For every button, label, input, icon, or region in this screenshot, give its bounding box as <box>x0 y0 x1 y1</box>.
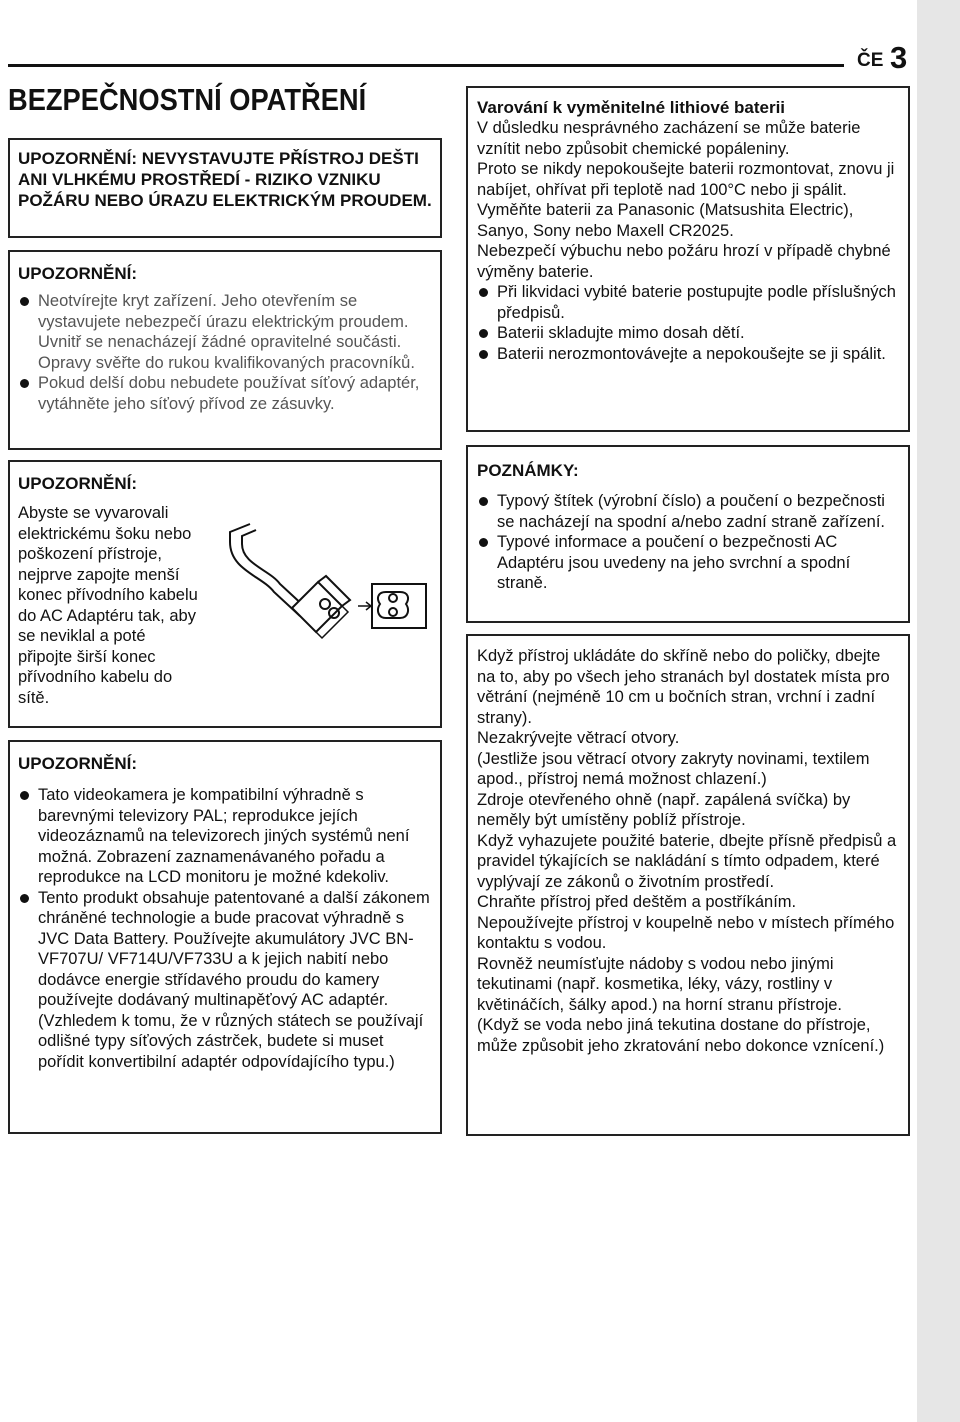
list-item: Baterii skladujte mimo dosah dětí. <box>477 323 899 344</box>
page-edge-strip <box>917 0 960 1422</box>
storage-paragraph: Když přístroj ukládáte do skříně nebo do poličky, dbejte na to, aby po všech jeho stranách byl dostatek místa pro větrání (nejméně 10 cm u bočních stran, vrchní i zadní strany). <box>477 647 890 727</box>
caution-heading: UPOZORNĚNÍ: <box>18 754 137 773</box>
storage-paragraph: (Když se voda nebo jiná tekutina dostane do přístroje, může způsobit jeho zkratování nebo dokonce vznícení.) <box>477 1016 885 1055</box>
cable-instructions: Abyste se vyvarovali elektrickému šoku nebo poškození přístroje, nejprve zapojte menší konec přívodního kabelu do AC Adaptéru tak, aby se neviklal a poté připojte širší konec přívodního kabelu do sítě. <box>18 504 198 707</box>
bullet-icon <box>479 329 488 338</box>
bullet-icon <box>20 297 29 306</box>
list-item: Při likvidaci vybité baterie postupujte podle příslušných předpisů. <box>477 282 899 323</box>
bullet-icon <box>479 288 488 297</box>
page-number: 3 <box>890 40 908 75</box>
notes-heading: POZNÁMKY: <box>477 461 579 480</box>
battery-warning-box <box>466 86 910 432</box>
caution-heading: UPOZORNĚNÍ: <box>18 474 137 493</box>
battery-heading: Varování k vyměnitelné lithiové baterii <box>477 98 786 117</box>
bullet-icon <box>20 894 29 903</box>
bullet-icon <box>479 350 488 359</box>
battery-paragraph: V důsledku nesprávného zacházení se může baterie vznítit nebo způsobit chemické popáleniny. <box>477 119 861 158</box>
list-item: Neotvírejte kryt zařízení. Jeho otevřením se vystavujete nebezpečí úrazu elektrickým proudem. Uvnitř se nenacházejí žádné opravitelné součásti. Opravy svěřte do rukou kvalifikovaných pracovníků. <box>18 291 432 373</box>
storage-box <box>466 634 910 1136</box>
storage-paragraph: (Jestliže jsou větrací otvory zakryty novinami, textilem apod., přístroj nemá možnost chlazení.) <box>477 749 870 788</box>
battery-paragraph: Nebezpečí výbuchu nebo požáru hrozí v případě chybné výměny baterie. <box>477 242 891 281</box>
notes-list <box>477 491 899 594</box>
battery-paragraph: Proto se nikdy nepokoušejte baterii rozmontovat, znovu ji nabíjet, ohřívat při teplotě nad 100°C nebo ji spálit. <box>477 160 895 199</box>
list-item: Tento produkt obsahuje patentované a další zákonem chráněné technologie a bude pracovat výhradně s JVC Data Battery. Používejte akumulátory JVC BN-VF707U/ VF714U/VF733U a k jejich nabití nebo dodávce energie střídavého proudu do kamery používejte dodávaný multinapěťový AC adaptér. (Vzhledem k tomu, že v různých státech se používají odlišné typy síťových zástrček, budete si muset pořídit konvertibilní adaptér odpovídajícího typu.) <box>18 888 432 1073</box>
storage-paragraph: Když vyhazujete použité baterie, dbejte přísně předpisů a pravidel týkajících se nakládání s tímto odpadem, které vyplývají ze zákonů o životním prostředí. <box>477 831 897 891</box>
list-item: Typové informace a poučení o bezpečnosti AC Adaptéru jsou uvedeny na jeho svrchní a spodní straně. <box>477 532 899 594</box>
list-item: Tato videokamera je kompatibilní výhradně s barevnými televizory PAL; reprodukce jejích videozáznamů na televizorech jiných systémů není možná. Zobrazení zaznamenávaného pořadu a reprodukce na LCD monitoru je možné kdekoliv. <box>18 785 432 888</box>
bullet-icon <box>20 379 29 388</box>
caution-box-cover <box>8 250 442 450</box>
power-plug-illustration <box>222 520 447 670</box>
bullet-icon <box>479 497 488 506</box>
storage-paragraph: Chraňte přístroj před deštěm a postříkáním. <box>477 893 797 911</box>
list-item: Baterii nerozmontovávejte a nepokoušejte se ji spálit. <box>477 344 899 365</box>
bullet-icon <box>479 538 488 547</box>
list-item: Pokud delší dobu nebudete používat síťový adaptér, vytáhněte jeho síťový přívod ze zásuvky. <box>18 373 432 414</box>
bullet-icon <box>20 791 29 800</box>
storage-paragraph: Zdroje otevřeného ohně (např. zapálená svíčka) by neměly být umístěny poblíž přístroje. <box>477 790 851 829</box>
caution-box-compat <box>8 740 442 1134</box>
storage-paragraph: Rovněž neumísťujte nádoby s vodou nebo jinými tekutinami (např. kosmetika, léky, vázy, rostliny v květináčích, šálky apod.) na horní stranu přístroje. <box>477 954 843 1014</box>
warning-heading: UPOZORNĚNÍ: NEVYSTAVUJTE PŘÍSTROJ DEŠTI ANI VLHKÉMU PROSTŘEDÍ - RIZIKO VZNIKU POŽÁRU NEBO ÚRAZU ELEKTRICKÝM PROUDEM. <box>18 149 432 210</box>
warning-box <box>8 138 442 238</box>
caution-list <box>18 785 432 1072</box>
caution-list <box>18 291 432 414</box>
page-title: BEZPEČNOSTNÍ OPATŘENÍ <box>8 82 367 117</box>
storage-paragraph: Nepoužívejte přístroj v koupelně nebo v místech přímého kontaktu s vodou. <box>477 913 895 952</box>
storage-paragraph: Nezakrývejte větrací otvory. <box>477 729 680 747</box>
battery-paragraph: Vyměňte baterii za Panasonic (Matsushita Electric), Sanyo, Sony nebo Maxell CR2025. <box>477 201 854 240</box>
battery-list <box>477 282 899 364</box>
header-rule <box>8 64 844 67</box>
list-item: Typový štítek (výrobní číslo) a poučení o bezpečnosti se nacházejí na spodní a/nebo zadní straně zařízení. <box>477 491 899 532</box>
notes-box <box>466 445 910 623</box>
language-code: ČE <box>857 50 884 71</box>
caution-heading: UPOZORNĚNÍ: <box>18 264 137 283</box>
